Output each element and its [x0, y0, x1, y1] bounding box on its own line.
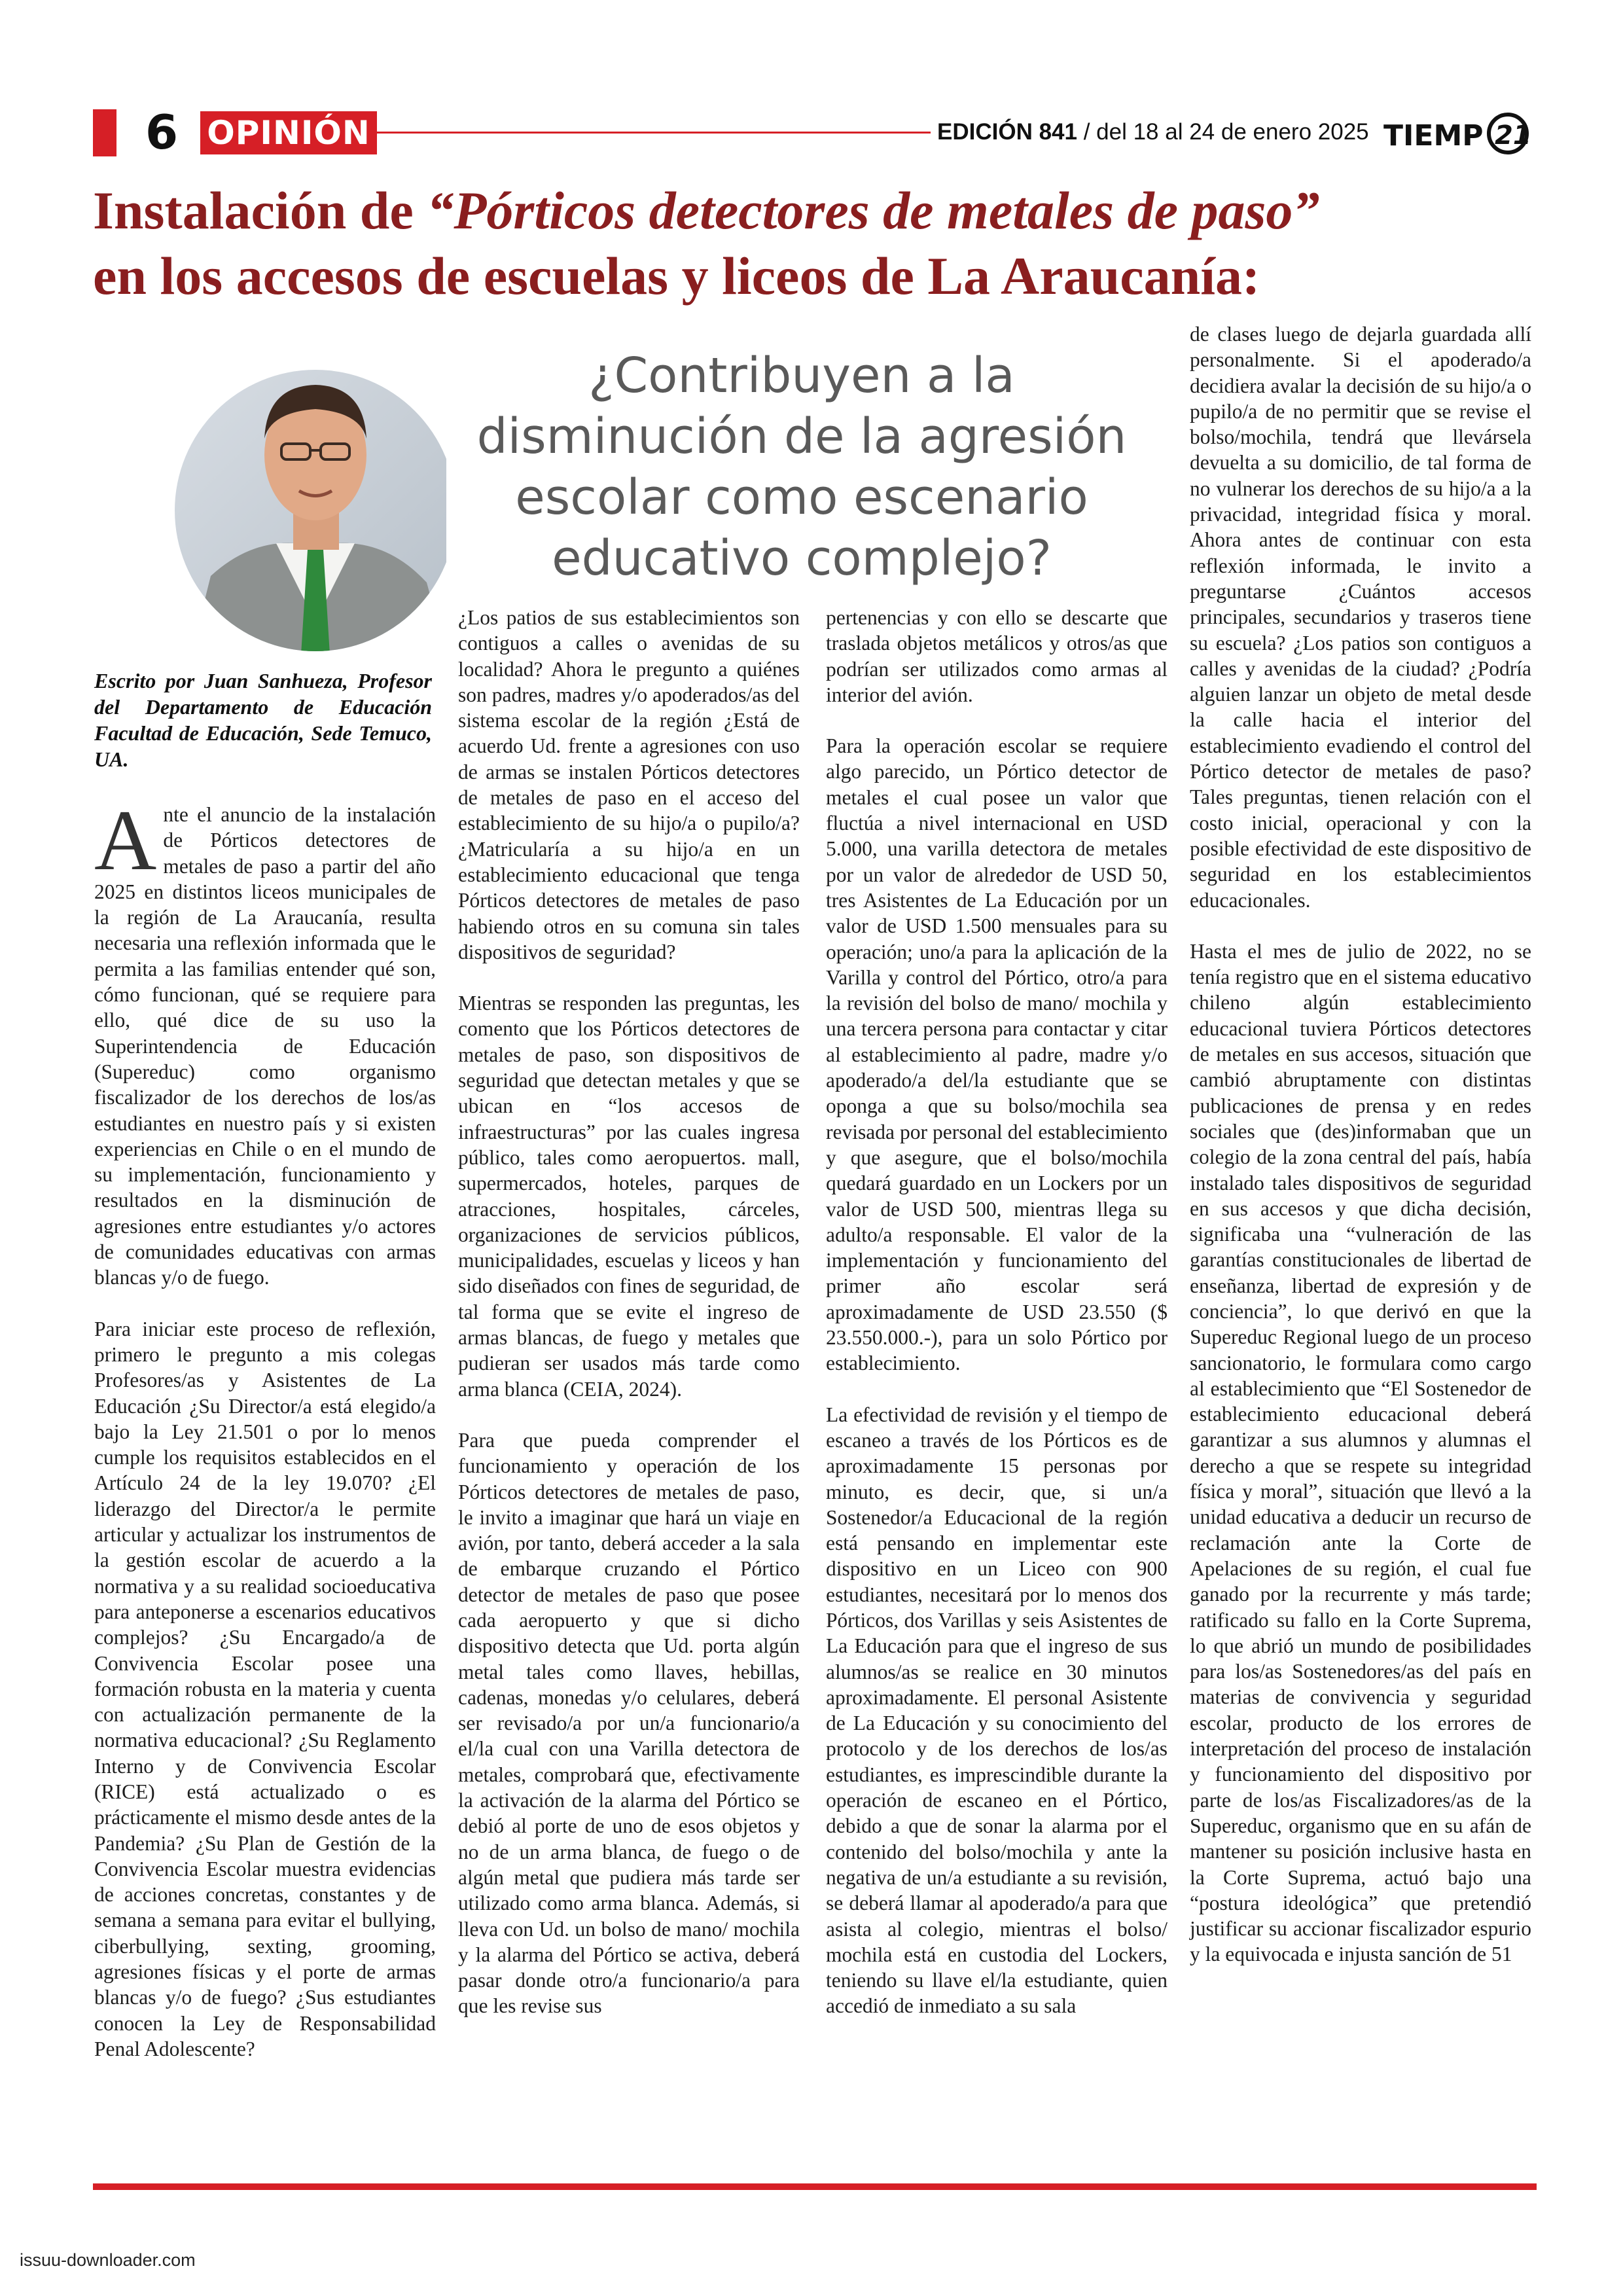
paragraph: La efectividad de revisión y el tiempo de escaneo a través de los Pórticos es de aproximadamente 15 personas por minuto, es decir, que, si un/a Sostenedor/a Educacional de la región está pensando en implementar este dispositivo en un Liceo con 900 estudiantes, necesitará por lo menos dos Pórticos, dos Varillas y seis Asistentes de La Educación para que el ingreso de sus alumnos/as se realice en 30 minutos aproximadamente. El personal Asistente de La Educación y su conocimiento del protocolo y de los derechos de los/as estudiantes, es imprescindible durante la operación de escaneo en el Pórtico, debido a que de sonar la alarma por el contenido del bolso/mochila y ante la negativa de un/a estudiante a su revisión, se deberá llamar al apoderado/a para que asista al colegio, mientras el bolso/ mochila está en custodia del Lockers, teniendo su llave el/la estudiante, quien accedió de inmediato a su sala	[826, 1403, 1168, 2018]
headline-italic: “Pórticos detectores de metales de paso”	[427, 181, 1320, 240]
paragraph: Para que pueda comprender el funcionamiento y operación de los Pórticos detectores de metales de paso, le invito a imaginar que hará un viaje en avión, por tanto, deberá acceder a la sala de embarque cruzando el Pórtico detector de metales de paso que posee cada aeropuerto y que si dicho dispositivo detecta que Ud. porta algún metal tales como llaves, hebillas, cadenas, monedas y/o celulares, deberá ser revisado/a por un/a funcionario/a el/la cual con una Varilla detectora de metales, comprobará que, efectivamente la activación de la alarma del Pórtico se debió al porte de uno de esos objetos y no de un arma blanca, de fuego o de algún metal que pudiera más tarde ser utilizado como arma blanca. Además, si lleva con Ud. un bolso de mano/ mochila y la alarma del Pórtico se activa, deberá pasar donde otro/a funcionario/a para que les revise sus	[458, 1428, 800, 2018]
edition-label: EDICIÓN 841	[937, 119, 1077, 145]
article-column-3	[826, 605, 1168, 2019]
headline-plain: Instalación de	[93, 181, 427, 240]
headline-line-2: en los accesos de escuelas y liceos de La Araucanía:	[93, 246, 1260, 306]
headline-line-1	[93, 178, 1546, 243]
svg-text:TIEMP: TIEMP	[1383, 119, 1484, 152]
article-headline	[93, 178, 1546, 309]
article-column-4	[1190, 321, 1531, 1967]
paragraph-text: nte el anuncio de la instalación de Pórticos detectores de metales de paso a partir del año 2025 en distintos liceos municipales de la región de La Araucanía, resulta necesaria una reflexión informada que le permita a las familias entender qué son, cómo funcionan, qué se requiere para ello, qué dice de su uso la Superintendencia de Educación (Supereduc) como organismo fiscalizador de los derechos de los/as estudiantes en nuestro país y si existen experiencias en Chile o en el mundo de su implementación, funcionamiento y resultados en la disminución de agresiones entre estudiantes y/o actores de comunidades educativas con armas blancas y/o de fuego.	[94, 803, 436, 1289]
tiempo21-logo-icon	[1383, 111, 1534, 154]
edition-dates: del 18 al 24 de enero 2025	[1096, 119, 1369, 145]
header-rule	[377, 132, 931, 134]
footer-rule	[93, 2183, 1537, 2190]
article-column-1	[94, 792, 436, 2062]
paragraph: Mientras se responden las preguntas, les comento que los Pórticos detectores de metales de paso, son dispositivos de seguridad que detectan metales y que se ubican en “los accesos de infraestructuras” por las cuales ingresa público, tales como aeropuertos. mall, supermercados, hoteles, parques de atracciones, hospitales, cárceles, organizaciones de servicios públicos, municipalidades, escuelas y liceos y han sido diseñados con fines de seguridad, de tal forma que se evite el ingreso de armas blancas, de fuego y metales que pudieran ser usados más tarde como arma blanca (CEIA, 2024).	[458, 992, 800, 1401]
watermark-text: issuu-downloader.com	[20, 2250, 196, 2270]
paragraph: de clases luego de dejarla guardada allí personalmente. Si el apoderado/a decidiera avalar la decisión de su hijo/a o pupilo/a de no permitir que se revise el bolso/mochila, tendrá que llevársela devuelta a su domicilio, de tal forma de no vulnerar los derechos de su hijo/a a la privacidad, integridad física y moral. Ahora antes de continuar con esta reflexión informada, le invito a preguntarse ¿Cuántos accesos principales, secundarios y traseros tiene su escuela? ¿Los patios son contiguos a calles y avenidas de la ciudad? ¿Podría alguien lanzar un objeto de metal desde la calle hacia el interior del establecimiento evadiendo el control del Pórtico detector de metales de paso? Tales preguntas, tienen relación con el costo inicial, operacional y con la posible efectividad de este dispositivo de seguridad en los establecimientos educacionales.	[1190, 323, 1531, 912]
edition-info	[937, 115, 1369, 149]
page-number: 6	[145, 105, 179, 160]
article-column-2	[458, 605, 800, 2019]
paragraph: Para iniciar este proceso de reflexión, primero le pregunto a mis colegas Profesores/as y Asistentes de La Educación ¿Su Director/a está elegido/a bajo la Ley 21.501 o por lo menos cumple los requisitos establecidos en el Artículo 24 de la ley 19.070? ¿El liderazgo del Director/a le permite articular y actualizar los instrumentos de la gestión escolar de acuerdo a la normativa y a su realidad socioeducativa para anteponerse a escenarios educativos complejos? ¿Su Encargado/a de Convivencia Escolar posee una formación robusta en la materia y cuenta con actualización permanente de la normativa educacional? ¿Su Reglamento Interno y de Convivencia Escolar (RICE) está actualizado o es prácticamente el mismo desde antes de la Pandemia? ¿Su Plan de Gestión de la Convivencia Escolar muestra evidencias de acciones concretas, constantes y de semana a semana para evitar el bullying, ciberbullying, sexting, grooming, agresiones físicas y el porte de armas blancas y/o de fuego? ¿Sus estudiantes conocen la Ley de Responsabilidad Penal Adolescente?	[94, 1317, 436, 2060]
author-portrait-icon	[99, 314, 446, 655]
paragraph: Para la operación escolar se requiere algo parecido, un Pórtico detector de metales el cual posee un valor que fluctúa a nivel internacional en USD 5.000, una varilla detectora de metales por un valor de alrededor de USD 50, tres Asistentes de La Educación por un valor de USD 1.500 mensuales para su operación; uno/a para la aplicación de la Varilla y control del Pórtico, otro/a para la revisión del bolso de mano/ mochila y una tercera persona para contactar y citar al establecimiento al padre, madre y/o apoderado/a del/la estudiante que se oponga a que su bolso/mochila sea revisada por personal del establecimiento y que asegure, que el bolso/mochila quedará guardado en un Lockers por un valor de USD 500, mientras llega su adulto/a responsable. El valor de la implementación y funcionamiento del primer año escolar será aproximadamente de USD 23.550 ($ 23.550.000.-), para un solo Pórtico por establecimiento.	[826, 734, 1168, 1375]
edition-separator: /	[1077, 119, 1097, 145]
paragraph: Hasta el mes de julio de 2022, no se tenía registro que en el sistema educativo chileno algún establecimiento educacional tuviera Pórticos detectores de metales en sus accesos, situación que cambió abruptamente con distintas publicaciones de prensa y en redes sociales que (des)informaban que un colegio de la zona central del país, había instalado tales dispositivos de seguridad en sus accesos y que dicha decisión, significaba una “vulneración de las garantías constitucionales de libertad de enseñanza, libertad de expresión y de conciencia”, lo que derivó en que la Supereduc Regional luego de un proceso sancionatorio, le formulara como cargo al establecimiento que “El Sostenedor de establecimiento educacional deberá garantizar a sus alumnos y alumnas el derecho a que se respete su integridad física y moral”, situación que llevó a la unidad educativa a deducir un recurso de reclamación ante la Corte de Apelaciones de su región, el cual fue ganado por la recurrente y más tarde; ratificado su fallo en la Corte Suprema, lo que abrió un mundo de posibilidades para los/as Sostenedores/as del país en materias de convivencia y seguridad escolar, producto de los errores de interpretación del proceso de instalación y funcionamiento del dispositivo por parte de los/as Fiscalizadores/as de la Supereduc, organismo que en su afán de mantener su posición inclusive hasta en la Corte Suprema, actuó bajo una “postura ideológica” que pretendió justificar su accionar fiscalizador espurio y la equivocada e injusta sanción de 51	[1190, 939, 1531, 1966]
section-badge: OPINIÓN	[200, 111, 377, 154]
paragraph: pertenencias y con ello se descarte que traslada objetos metálicos y otros/as que podrían ser utilizados como armas al interior del avión.	[826, 606, 1168, 706]
article-byline: Escrito por Juan Sanhueza, Profesor del Departamento de Educación Facultad de Educación, Sede Temuco, UA.	[94, 669, 432, 771]
svg-text:21: 21	[1495, 120, 1531, 151]
drop-cap: A	[94, 792, 157, 888]
red-marker	[93, 109, 116, 156]
paragraph: ¿Los patios de sus establecimientos son contiguos a calles o avenidas de su localidad? Ahora le pregunto a quiénes son padres, madres y/o apoderados/as del sistema escolar de la región ¿Está de acuerdo Ud. frente a agresiones con uso de armas se instalen Pórticos detectores de metales de paso en el acceso del establecimiento de su hijo/a o pupilo/a? ¿Matricularía a su hijo/a en un establecimiento educacional que tenga Pórticos detectores de metales de paso habiendo otros en su comuna sin tales dispositivos de seguridad?	[458, 606, 800, 963]
paragraph	[94, 792, 436, 1291]
article-subheadline: ¿Contribuyen a la disminución de la agresión escolar como escenario educativo complejo?	[476, 348, 1127, 586]
